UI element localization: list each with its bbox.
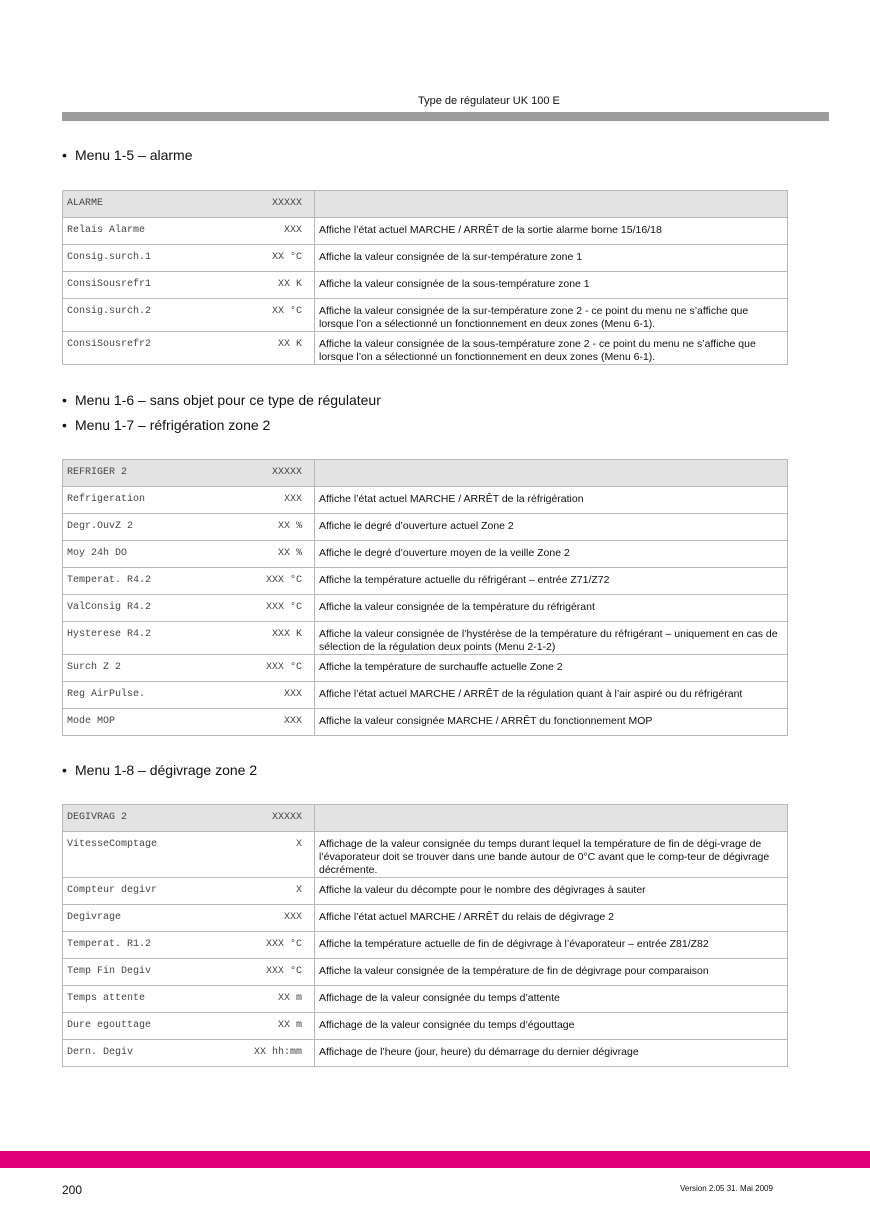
param-value: XX m [277, 993, 302, 1004]
param-value: XXX [283, 689, 302, 700]
table-row [63, 332, 788, 365]
param-name: VitesseComptage [67, 839, 158, 850]
param-description: Affichage de l’heure (jour, heure) du démarrage du dernier dégivrage [315, 1040, 788, 1067]
param-value: XXX [283, 494, 302, 505]
param-value: X [295, 839, 302, 850]
param-description: Affiche le degré d’ouverture moyen de la veille Zone 2 [315, 541, 788, 568]
param-value: XXX °C [265, 939, 302, 950]
table-row [63, 905, 788, 932]
param-value: XXX [283, 225, 302, 236]
param-name: Relais Alarme [67, 225, 146, 236]
table-row [63, 959, 788, 986]
param-name: ConsiSousrefr2 [67, 339, 152, 350]
param-name: Consig.surch.2 [67, 306, 152, 317]
table-row [63, 986, 788, 1013]
param-name: Compteur degivr [67, 885, 158, 896]
param-name: ConsiSousrefr1 [67, 279, 152, 290]
param-description: Affiche l’état actuel MARCHE / ARRÊT de la réfrigération [315, 487, 788, 514]
param-description: Affiche la valeur consignée de la température du réfrigérant [315, 595, 788, 622]
table-row [63, 487, 788, 514]
param-value: XXX °C [265, 966, 302, 977]
table-header-row [63, 191, 788, 218]
section-heading-menu-1-8 [62, 762, 257, 778]
param-description: Affichage de la valeur consignée du temps d’attente [315, 986, 788, 1013]
param-value: XXX [283, 716, 302, 727]
section-heading-text: Menu 1-8 – dégivrage zone 2 [75, 762, 258, 778]
table-row [63, 299, 788, 332]
param-description: Affiche la température actuelle du réfrigérant – entrée Z71/Z72 [315, 568, 788, 595]
param-name: Consig.surch.1 [67, 252, 152, 263]
bullet-glyph: • [62, 417, 67, 433]
bullet-glyph: • [62, 392, 67, 408]
param-value: XX % [277, 521, 302, 532]
param-value: XXX °C [265, 662, 302, 673]
menu-header-value: XXXXX [271, 812, 302, 823]
table-header-row [63, 805, 788, 832]
section-heading-menu-1-5 [62, 147, 193, 163]
table-row [63, 568, 788, 595]
param-value: XXX [283, 912, 302, 923]
param-name: Degivrage [67, 912, 122, 923]
param-description: Affiche la valeur consignée de la température de fin de dégivrage pour comparaison [315, 959, 788, 986]
table-row [63, 595, 788, 622]
param-name: Temperat. R4.2 [67, 575, 152, 586]
param-name: Mode MOP [67, 716, 116, 727]
version-info: Version 2.05 31. Mai 2009 [680, 1184, 773, 1193]
param-description: Affiche la température actuelle de fin de dégivrage à l’évaporateur – entrée Z81/Z82 [315, 932, 788, 959]
table-row [63, 245, 788, 272]
alarm-menu-table [62, 190, 788, 365]
param-name: Moy 24h DO [67, 548, 128, 559]
param-description: Affiche l’état actuel MARCHE / ARRÊT de la sortie alarme borne 15/16/18 [315, 218, 788, 245]
param-description: Affiche la valeur consignée de la sur-température zone 1 [315, 245, 788, 272]
param-name: Dern. Degiv [67, 1047, 134, 1058]
param-value: XXX °C [265, 602, 302, 613]
header-rule [62, 112, 829, 121]
refrigeration-zone-2-table [62, 459, 788, 736]
footer-color-bar [0, 1151, 870, 1168]
table-row [63, 832, 788, 878]
param-name: Dure egouttage [67, 1020, 152, 1031]
section-heading-menu-1-6 [62, 392, 381, 408]
param-description: Affiche la valeur consignée de la sur-température zone 2 - ce point du menu ne s’affiche que lorsque l’on a sélectionné un fonctionnement en deux zones (Menu 6-1). [315, 299, 788, 332]
table-row [63, 218, 788, 245]
param-description: Affichage de la valeur consignée du temps durant lequel la température de fin de dégi-vrage de l’évaporateur doit se trouver dans une bande autour de 0°C avant que le comp-teur de dégivrage décrémente. [315, 832, 788, 878]
param-name: Degr.OuvZ 2 [67, 521, 134, 532]
menu-header-key: ALARME [67, 198, 104, 209]
bullet-glyph: • [62, 147, 67, 163]
param-description: Affiche la valeur consignée de la sous-température zone 1 [315, 272, 788, 299]
param-name: Surch Z 2 [67, 662, 122, 673]
param-name: Temperat. R1.2 [67, 939, 152, 950]
param-name: Temps attente [67, 993, 146, 1004]
page-number: 200 [62, 1183, 83, 1197]
table-row [63, 272, 788, 299]
param-value: XX m [277, 1020, 302, 1031]
table-row [63, 1040, 788, 1067]
table-row [63, 541, 788, 568]
section-heading-text: Menu 1-7 – réfrigération zone 2 [75, 417, 271, 433]
table-row [63, 709, 788, 736]
param-name: Hysterese R4.2 [67, 629, 152, 640]
param-description: Affiche le degré d’ouverture actuel Zone 2 [315, 514, 788, 541]
table-row [63, 622, 788, 655]
menu-header-value: XXXXX [271, 198, 302, 209]
param-value: XXX K [271, 629, 302, 640]
table-row [63, 1013, 788, 1040]
param-description: Affiche la valeur consignée MARCHE / ARRÊT du fonctionnement MOP [315, 709, 788, 736]
param-value: X [295, 885, 302, 896]
menu-header-key: DEGIVRAG 2 [67, 812, 128, 823]
section-heading-text: Menu 1-5 – alarme [75, 147, 193, 163]
param-name: Reg AirPulse. [67, 689, 146, 700]
param-description: Affiche la température de surchauffe actuelle Zone 2 [315, 655, 788, 682]
table-row [63, 682, 788, 709]
param-description: Affiche la valeur du décompte pour le nombre des dégivrages à sauter [315, 878, 788, 905]
param-description: Affiche la valeur consignée de la sous-température zone 2 - ce point du menu ne s’affiche que lorsque l’on a sélectionné un fonctionnement en deux zones (Menu 6-1). [315, 332, 788, 365]
param-name: ValConsig R4.2 [67, 602, 152, 613]
param-value: XX % [277, 548, 302, 559]
param-description: Affiche l’état actuel MARCHE / ARRÊT du relais de dégivrage 2 [315, 905, 788, 932]
param-description: Affiche l’état actuel MARCHE / ARRÊT de la régulation quant à l’air aspiré ou du réfrigérant [315, 682, 788, 709]
defrost-zone-2-table [62, 804, 788, 1067]
param-value: XX °C [271, 306, 302, 317]
param-value: XX hh:mm [253, 1047, 302, 1058]
param-value: XXX °C [265, 575, 302, 586]
table-header-row [63, 460, 788, 487]
param-description: Affichage de la valeur consignée du temps d’égouttage [315, 1013, 788, 1040]
table-row [63, 514, 788, 541]
section-heading-text: Menu 1-6 – sans objet pour ce type de régulateur [75, 392, 381, 408]
table-row [63, 878, 788, 905]
document-header-title: Type de régulateur UK 100 E [418, 95, 560, 107]
bullet-glyph: • [62, 762, 67, 778]
table-row [63, 655, 788, 682]
param-value: XX °C [271, 252, 302, 263]
menu-header-value: XXXXX [271, 467, 302, 478]
param-name: Refrigeration [67, 494, 146, 505]
menu-header-key: REFRIGER 2 [67, 467, 128, 478]
param-value: XX K [277, 339, 302, 350]
param-description: Affiche la valeur consignée de l’hystérèse de la température du réfrigérant – uniquement en cas de sélection de la régulation deux points (Menu 2-1-2) [315, 622, 788, 655]
section-heading-menu-1-7 [62, 417, 270, 433]
param-name: Temp Fin Degiv [67, 966, 152, 977]
param-value: XX K [277, 279, 302, 290]
table-row [63, 932, 788, 959]
